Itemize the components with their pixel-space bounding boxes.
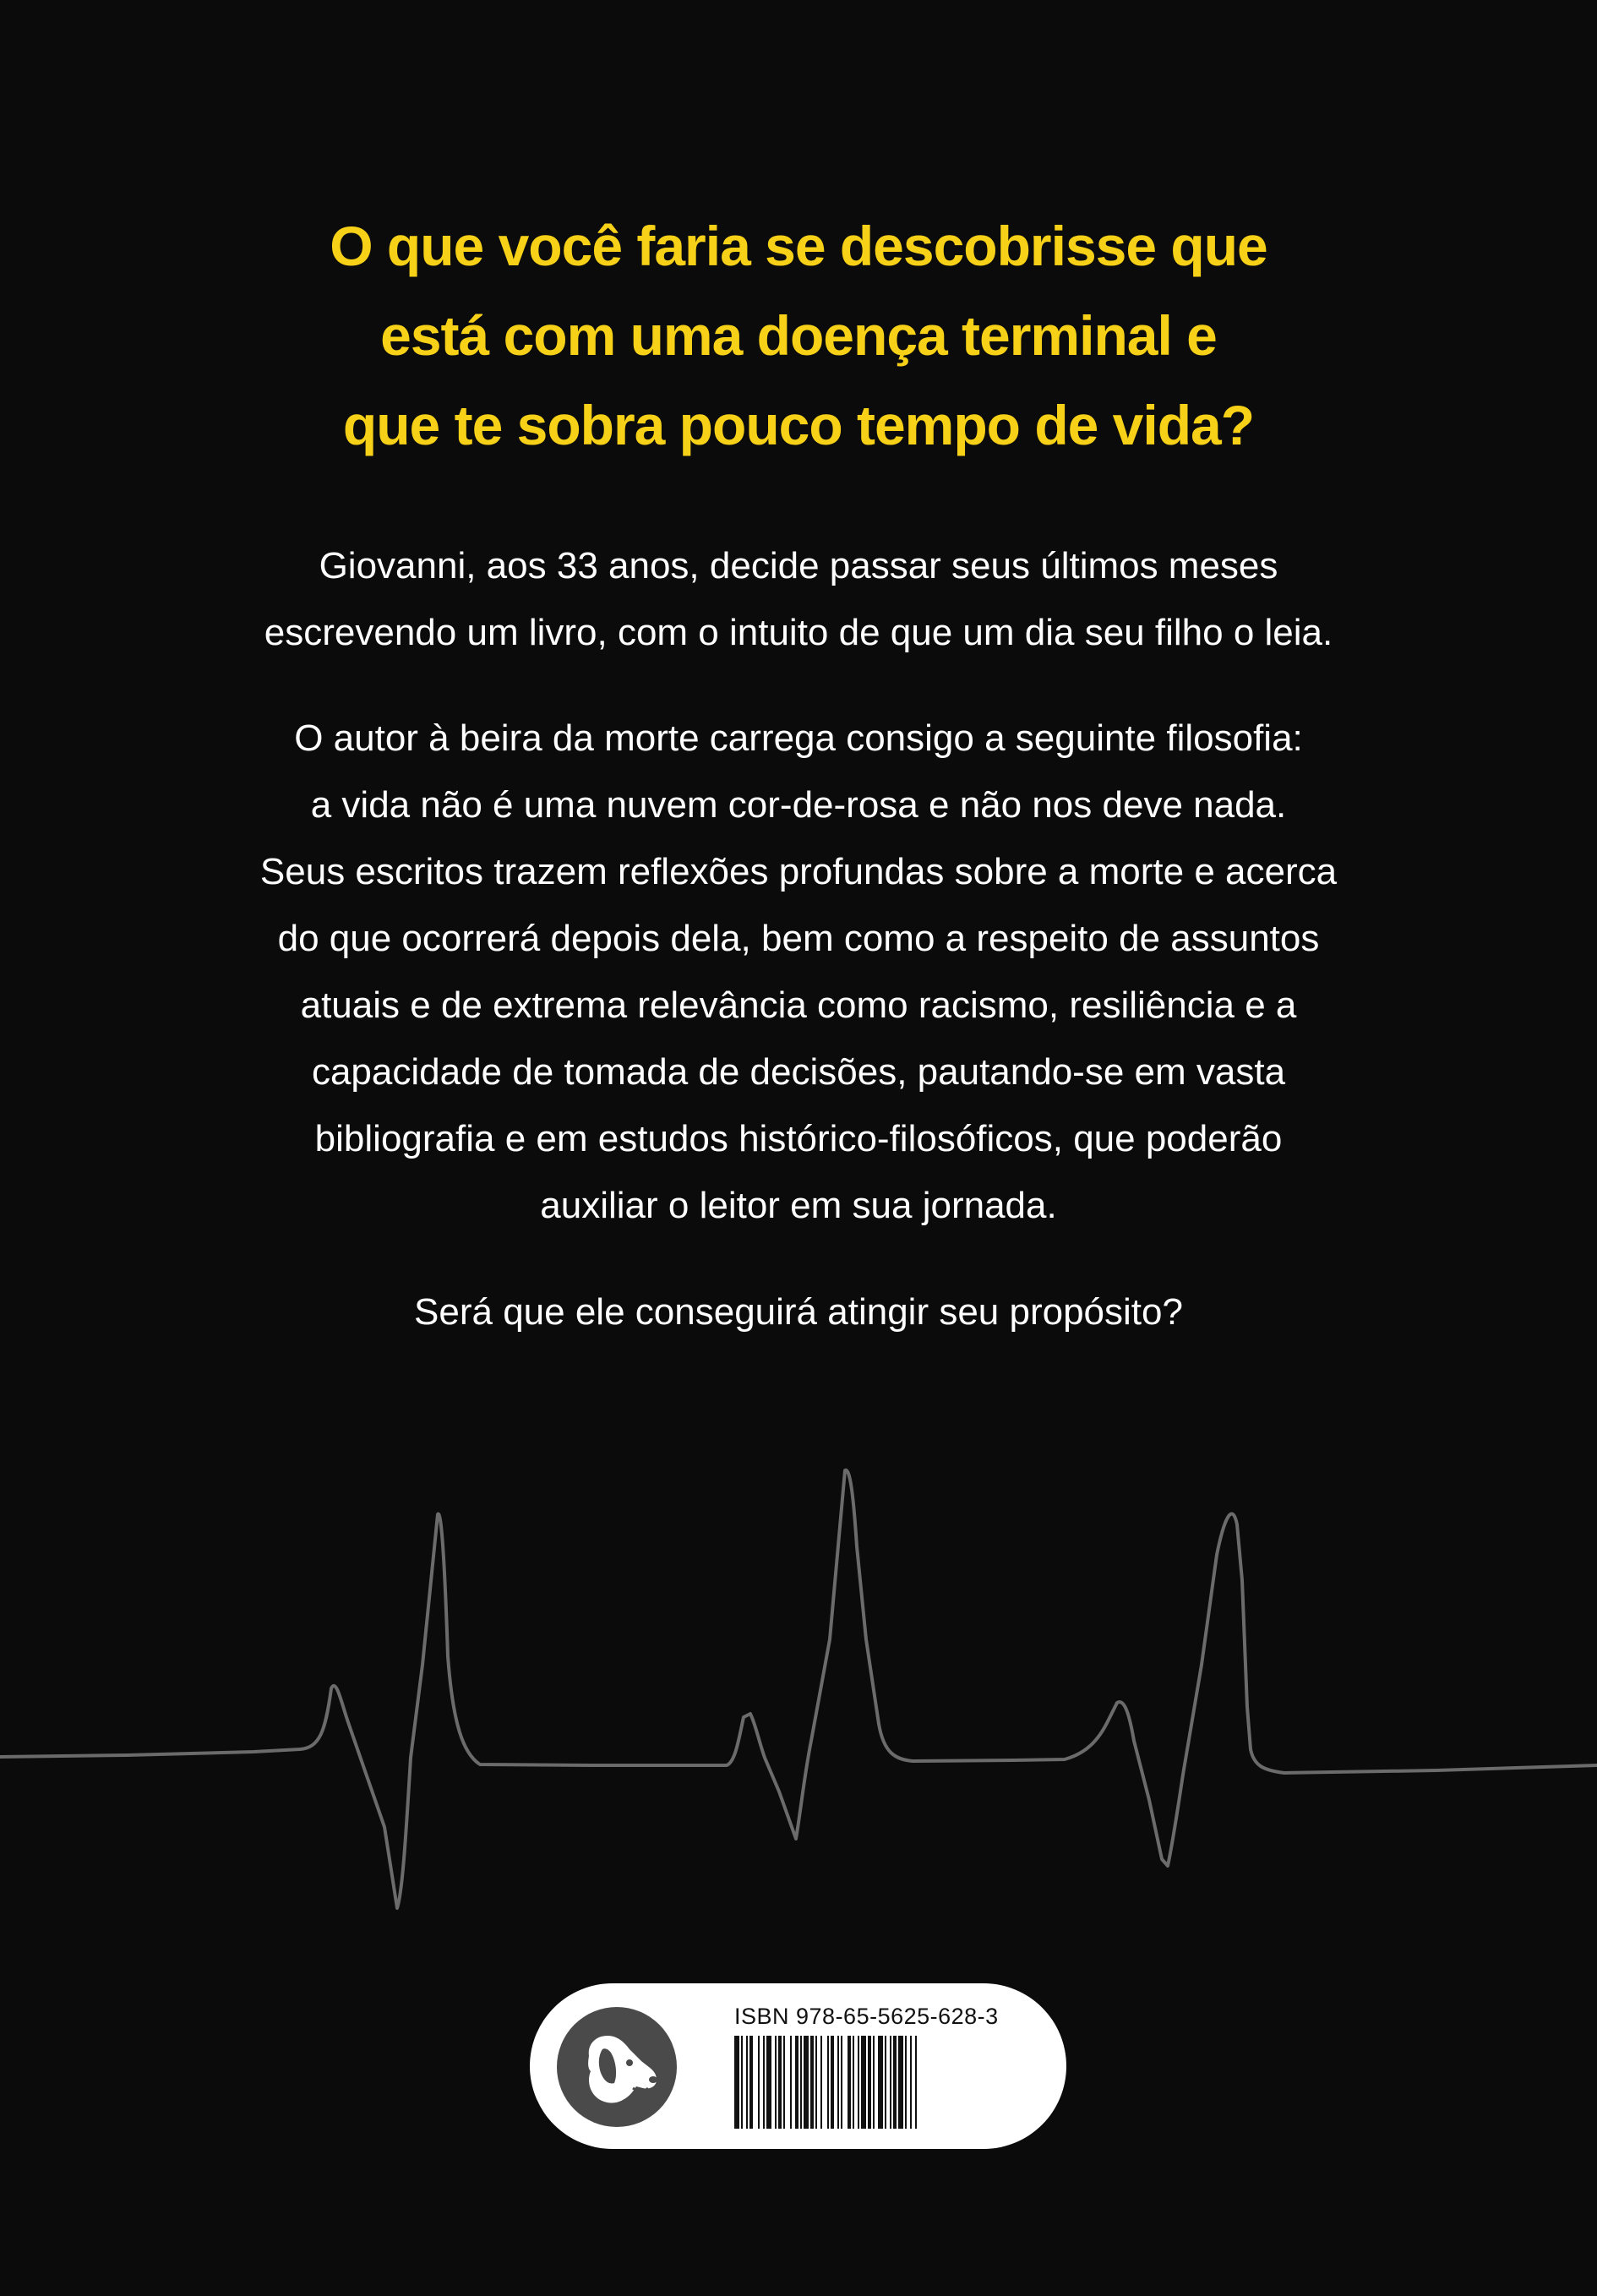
synopsis-main-line-2: a vida não é uma nuvem cor-de-rosa e não nos deve nada. [310,784,1287,826]
barcode-bar [898,2036,903,2129]
isbn-number: ISBN 978-65-5625-628-3 [734,2004,999,2029]
barcode-bar [766,2036,771,2129]
synopsis-main-line-3: Seus escritos trazem reflexões profundas sobre a morte e acerca [259,851,1338,892]
synopsis-intro-line-1: Giovanni, aos 33 anos, decide passar seus últimos meses [319,545,1278,586]
barcode-bar [790,2036,792,2129]
dog-head-icon [557,2007,677,2127]
barcode-bar [775,2036,777,2129]
barcode-bar [758,2036,760,2129]
back-cover-headline [0,201,1597,470]
barcode-bar [783,2036,785,2129]
synopsis-closing [0,1279,1597,1345]
synopsis-main-line-6: capacidade de tomada de decisões, pautando-se em vasta [311,1051,1286,1093]
barcode-bar [885,2036,886,2129]
barcode-bar [778,2036,782,2129]
barcode-bar [820,2036,822,2129]
barcode-bar [741,2036,743,2129]
synopsis-main-line-5: atuais e de extrema relevância como racismo, resiliência e a [300,984,1297,1026]
headline-line-3: que te sobra pouco tempo de vida? [342,394,1255,456]
barcode-bar [810,2036,814,2129]
synopsis-main-line-1: O autor à beira da morte carrega consigo a seguinte filosofia: [294,717,1303,759]
barcode-bar [837,2036,839,2129]
heartbeat-trace [0,1470,1597,1908]
synopsis-main [0,705,1597,1239]
headline-line-1: O que você faria se descobrisse que [330,215,1267,277]
barcode-bar [848,2036,851,2129]
barcode-bar [795,2036,798,2129]
synopsis-intro-line-2: escrevendo um livro, com o intuito de que um dia seu filho o leia. [264,612,1333,653]
barcode-bar [800,2036,802,2129]
barcode-bar [893,2036,897,2129]
barcode-bar [853,2036,854,2129]
barcode-bar [831,2036,834,2129]
synopsis-main-line-4: do que ocorrerá depois dela, bem como a respeito de assuntos [277,918,1320,959]
barcode-bar [890,2036,891,2129]
barcode-bar [873,2036,875,2129]
barcode-bar [815,2036,817,2129]
barcode [734,2036,984,2129]
barcode-bar [910,2036,912,2129]
barcode-bar [734,2036,739,2129]
synopsis-main-line-8: auxiliar o leitor em sua jornada. [540,1185,1057,1226]
barcode-bar [858,2036,859,2129]
barcode-bar [827,2036,829,2129]
barcode-bar [841,2036,842,2129]
barcode-bar [749,2036,753,2129]
synopsis-main-line-7: bibliografia e em estudos histórico-filosóficos, que poderão [314,1118,1283,1159]
headline-line-2: está com uma doença terminal e [380,304,1217,367]
barcode-bar [905,2036,907,2129]
barcode-bar [746,2036,748,2129]
barcode-bar [915,2036,917,2129]
barcode-bar [804,2036,809,2129]
synopsis-intro [0,532,1597,666]
barcode-bar [868,2036,871,2129]
isbn-badge [530,1983,1066,2149]
synopsis-closing-line-1: Será que ele conseguirá atingir seu propósito? [414,1291,1183,1333]
barcode-bar [861,2036,866,2129]
ecg-line-icon [0,1420,1597,1927]
barcode-bar [763,2036,765,2129]
barcode-bar [878,2036,883,2129]
